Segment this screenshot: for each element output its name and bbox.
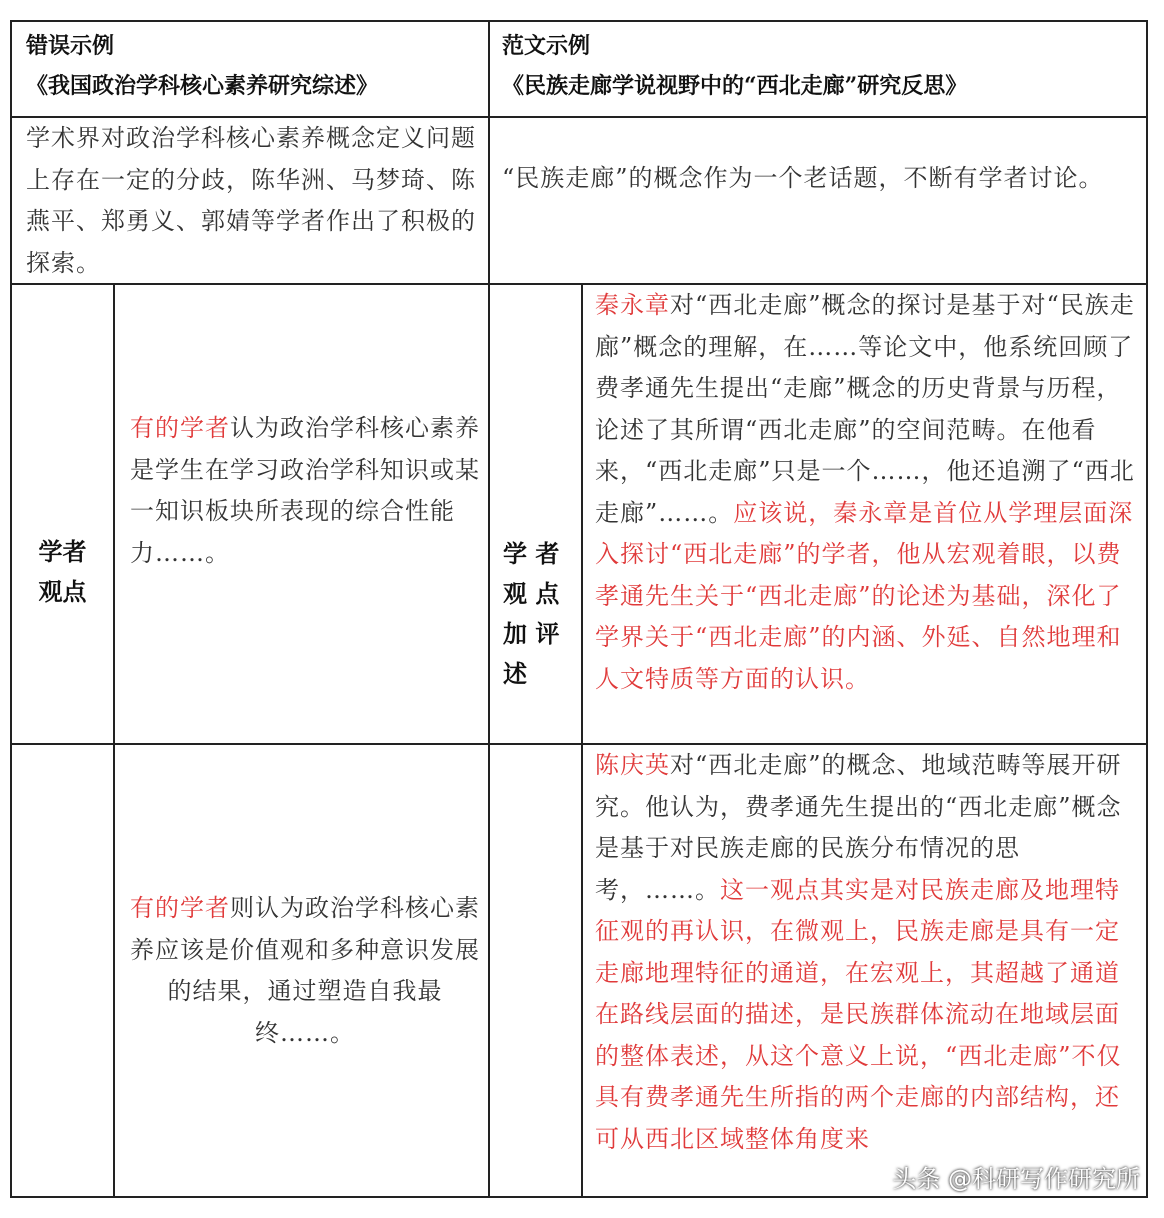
watermark: 头条 @科研写作研究所: [892, 1165, 1140, 1193]
comparison-table: [10, 20, 1148, 1198]
section1-left-label: [12, 532, 113, 612]
section1-right-red-comment: 应该说，秦永章是首位从学理层面深入探讨“西北走廊”的学者，他从宏观着眼，以费孝通先生关于“西北走廊”的论述为基础，深化了学界关于“西北走廊”的内涵、外延、自然地理和人文特质等方面的认识。: [595, 498, 1134, 693]
section2-right-red-comment: 这一观点其实是对民族走廊及地理特征观的再认识，在微观上，民族走廊是具有一定走廊地理特征的通道，在宏观上，其超越了通道在路线层面的描述，是民族群体流动在地域层面的整体表述，从这个意义上说，“西北走廊”不仅具有费孝通先生所指的两个走廊的内部结构，还可从西北区域整体角度来: [595, 875, 1122, 1153]
section1-right-body: [595, 285, 1143, 743]
section1-right-label: [490, 534, 581, 694]
header-right: [502, 26, 1142, 116]
label-line-1: 学者: [38, 537, 87, 566]
section2-left-red: 有的学者: [130, 894, 230, 922]
label-line-1: 学 者: [503, 539, 560, 568]
section1-left-red: 有的学者: [130, 414, 230, 442]
section1-left-body: [130, 408, 480, 574]
label-line-3: 加 评: [503, 619, 560, 648]
intro-left: [26, 118, 480, 282]
divider-right-label: [581, 284, 583, 1196]
intro-right: [502, 158, 1142, 282]
intro-right-text: “民族走廊”的概念作为一个老话题，不断有学者讨论。: [502, 164, 1104, 192]
intro-left-text: 学术界对政治学科核心素养概念定义问题上存在一定的分歧，陈华洲、马梦琦、陈燕平、郑勇义、郭婧等学者作出了积极的探索。: [26, 124, 476, 277]
section2-left-body: [130, 888, 480, 1054]
label-line-2: 观 点: [503, 579, 560, 608]
section2-right-body: [595, 745, 1143, 1195]
header-left-title: 错误示例: [26, 33, 115, 59]
label-line-4: 述: [503, 659, 527, 688]
section2-right-text: 对“西北走廊”的概念、地域范畴等展开研究。他认为，费孝通先生提出的“西北走廊”概念是基于对民族走廊的民族分布情况的思考，……。: [595, 751, 1122, 904]
section2-left-text: 则认为政治学科核心素养应该是价值观和多种意识发展的结果，通过塑造自我最终……。: [130, 894, 480, 1047]
header-left: [26, 26, 486, 116]
section1-right-text: 对“西北走廊”概念的探讨是基于对“民族走廊”概念的理解，在……等论文中，他系统回顾了费孝通先生提出“走廊”概念的历史背景与历程，论述了其所谓“西北走廊”的空间范畴。在他看来，“西北走廊”只是一个……，他还追溯了“西北走廊”……。: [595, 291, 1135, 527]
section1-left-text: 认为政治学科核心素养是学生在学习政治学科知识或某一知识板块所表现的综合性能力……。: [130, 414, 480, 567]
label-line-2: 观点: [38, 577, 87, 606]
section1-right-red-name: 秦永章: [595, 291, 670, 319]
section2-right-red-name: 陈庆英: [595, 751, 670, 779]
header-right-subtitle: 《民族走廊学说视野中的“西北走廊”研究反思》: [502, 73, 968, 99]
divider-left-label: [113, 284, 115, 1196]
header-left-subtitle: 《我国政治学科核心素养研究综述》: [26, 73, 379, 99]
header-right-title: 范文示例: [502, 33, 591, 59]
